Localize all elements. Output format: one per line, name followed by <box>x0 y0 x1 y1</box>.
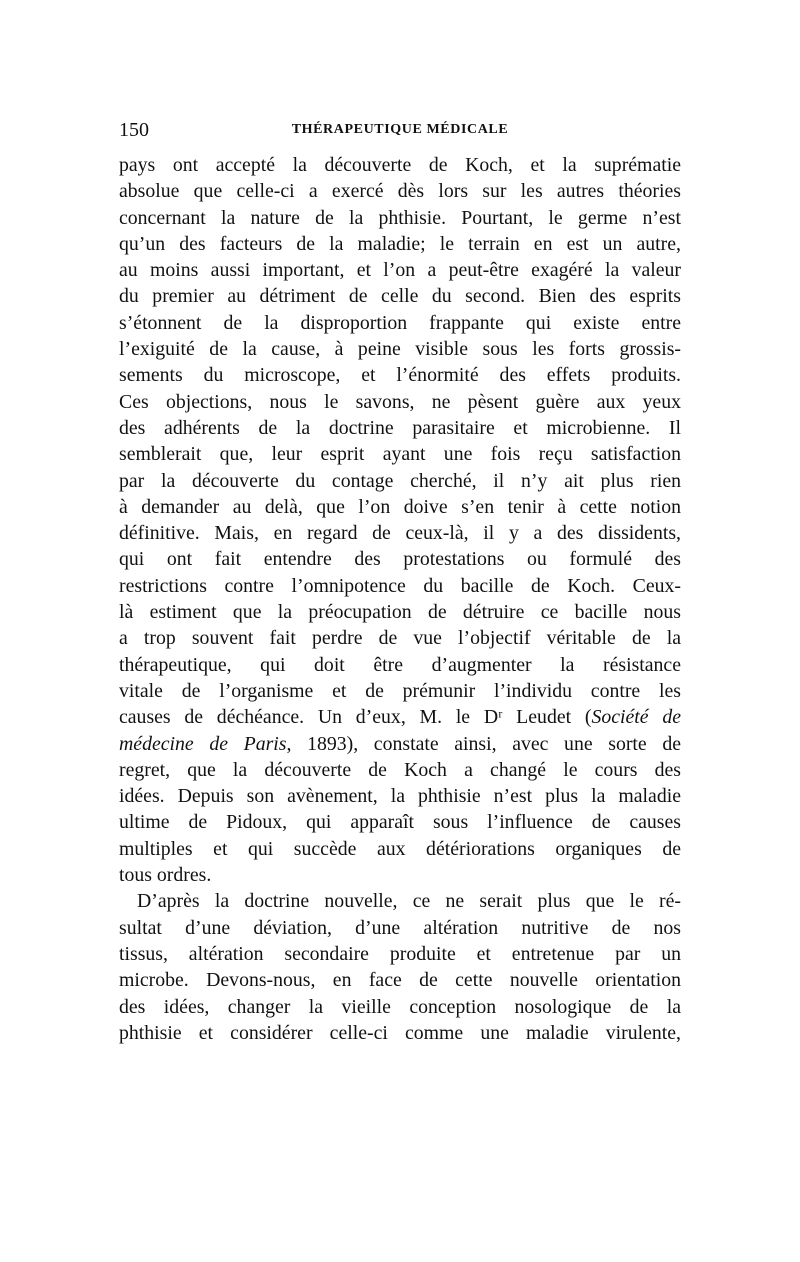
running-title: THÉRAPEUTIQUE MÉDICALE <box>291 122 509 137</box>
text-line: tous ordres. <box>119 864 212 887</box>
text-line-citation-end <box>119 731 681 757</box>
text-line: qui ont fait entendre des protestations ou formulé des <box>119 548 681 571</box>
text-line: sements du microscope, et l’énormité des effets produits. <box>119 364 681 387</box>
text-fragment: , 1893), constate ainsi, avec une sorte de <box>286 732 682 755</box>
text-line: des idées, changer la vieille conception nosologique de la <box>119 995 681 1018</box>
text-line: multiples et qui succède aux détériorations organiques de <box>119 837 681 860</box>
text-line: des adhérents de la doctrine parasitaire et microbienne. Il <box>119 416 681 439</box>
text-line: vitale de l’organisme et de prémunir l’individu contre les <box>119 679 681 702</box>
text-line-citation-start <box>119 704 681 730</box>
citation-italic: Société de <box>591 706 681 729</box>
text-line: s’étonnent de la disproportion frappante qui existe entre <box>119 311 681 334</box>
text-line: à demander au delà, que l’on doive s’en tenir à cette notion <box>119 495 681 518</box>
text-line: regret, que la découverte de Koch a changé le cours des <box>119 758 681 781</box>
text-line: thérapeutique, qui doit être d’augmenter la résistance <box>119 653 681 676</box>
text-line-paragraph-start: D’après la doctrine nouvelle, ce ne serait plus que le ré- <box>137 890 681 913</box>
text-line: par la découverte du contage cherché, il n’y ait plus rien <box>119 469 681 492</box>
text-line: Ces objections, nous le savons, ne pèsent guère aux yeux <box>119 390 681 413</box>
text-line: semblerait que, leur esprit ayant une fois reçu satisfaction <box>119 443 681 466</box>
text-line: a trop souvent fait perdre de vue l’objectif véritable de la <box>119 627 681 650</box>
text-line: définitive. Mais, en regard de ceux-là, il y a des dissidents, <box>119 522 681 545</box>
text-line: microbe. Devons-nous, en face de cette nouvelle orientation <box>119 969 681 992</box>
text-line: au moins aussi important, et l’on a peut-être exagéré la valeur <box>119 259 681 282</box>
text-line: qu’un des facteurs de la maladie; le terrain en est un autre, <box>119 232 681 255</box>
page-number: 150 <box>119 119 149 141</box>
text-line: absolue que celle-ci a exercé dès lors sur les autres théories <box>119 180 681 203</box>
text-line: phthisie et considérer celle-ci comme une maladie virulente, <box>119 1021 681 1044</box>
text-line: concernant la nature de la phthisie. Pourtant, le germe n’est <box>119 206 681 229</box>
text-line: là estiment que la préocupation de détruire ce bacille nous <box>119 601 681 624</box>
citation-italic: médecine de Paris <box>119 732 287 755</box>
text-line: ultime de Pidoux, qui apparaît sous l’influence de causes <box>119 811 681 834</box>
text-line: pays ont accepté la découverte de Koch, et la suprématie <box>119 154 681 176</box>
text-line: restrictions contre l’omnipotence du bacille de Koch. Ceux- <box>119 574 681 597</box>
page-header <box>119 117 681 143</box>
text-line: sultat d’une déviation, d’une altération nutritive de nos <box>119 916 681 939</box>
text-fragment: causes de déchéance. Un d’eux, M. le Dʳ Leudet ( <box>119 706 592 729</box>
text-line: tissus, altération secondaire produite et entretenue par un <box>119 942 681 965</box>
body-text <box>119 152 681 1046</box>
text-line: idées. Depuis son avènement, la phthisie n’est plus la maladie <box>119 785 681 808</box>
text-line: du premier au détriment de celle du second. Bien des esprits <box>119 285 681 308</box>
text-line: l’exiguité de la cause, à peine visible sous les forts grossis- <box>119 338 681 361</box>
